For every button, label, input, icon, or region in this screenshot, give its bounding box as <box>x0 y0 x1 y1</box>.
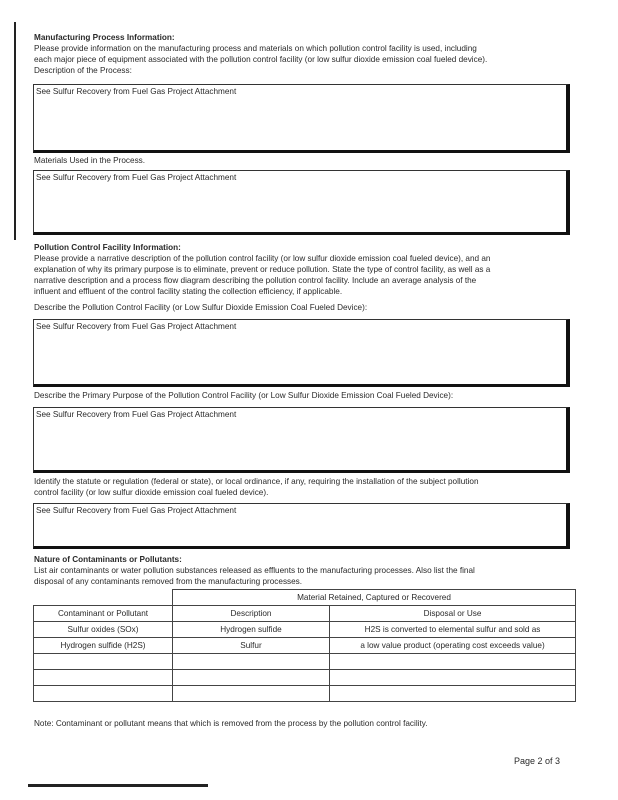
disposal-cell[interactable]: a low value product (operating cost exceeds value) <box>330 638 576 654</box>
description-value: See Sulfur Recovery from Fuel Gas Project Attachment <box>36 87 237 96</box>
describe-facility-value: See Sulfur Recovery from Fuel Gas Project Attachment <box>36 322 237 331</box>
contaminants-heading: Nature of Contaminants or Pollutants: <box>34 555 182 564</box>
table-row <box>34 638 576 654</box>
contaminant-cell[interactable]: Sulfur oxides (SOx) <box>34 622 173 638</box>
materials-field[interactable] <box>33 170 570 235</box>
describe-facility-field[interactable] <box>33 319 570 387</box>
disposal-cell[interactable] <box>330 686 576 702</box>
column-header-disposal: Disposal or Use <box>330 606 576 622</box>
manufacturing-intro-line-1: Please provide information on the manufacturing process and materials on which pollution control facility is used, including <box>34 44 477 53</box>
table-group-header-row <box>34 590 576 606</box>
description-cell[interactable] <box>173 654 330 670</box>
table-group-header: Material Retained, Captured or Recovered <box>173 590 576 606</box>
pollution-intro-line-4: influent and effluent of the control facility stating the collection efficiency, if applicable. <box>34 287 343 296</box>
description-cell[interactable]: Sulfur <box>173 638 330 654</box>
materials-label: Materials Used in the Process. <box>34 156 146 165</box>
statute-value: See Sulfur Recovery from Fuel Gas Project Attachment <box>36 506 237 515</box>
contaminants-intro-line-2: disposal of any contaminants removed from the manufacturing processes. <box>34 577 303 586</box>
table-row <box>34 654 576 670</box>
statute-label-line-1: Identify the statute or regulation (federal or state), or local ordinance, if any, requiring the installation of the subject pollution <box>34 477 479 486</box>
contaminants-intro-line-1: List air contaminants or water pollution substances released as effluents to the manufacturing processes. Also list the final <box>34 566 475 575</box>
disposal-cell[interactable]: H2S is converted to elemental sulfur and sold as <box>330 622 576 638</box>
contaminant-cell[interactable]: Hydrogen sulfide (H2S) <box>34 638 173 654</box>
disposal-cell[interactable] <box>330 670 576 686</box>
primary-purpose-label: Describe the Primary Purpose of the Pollution Control Facility (or Low Sulfur Dioxide Emission Coal Fueled Device): <box>34 391 454 400</box>
description-field[interactable] <box>33 84 570 153</box>
contaminant-cell[interactable] <box>34 670 173 686</box>
statute-field[interactable] <box>33 503 570 549</box>
page-number: Page 2 of 3 <box>514 756 561 766</box>
contaminants-table <box>33 589 576 702</box>
table-row <box>34 686 576 702</box>
column-header-contaminant: Contaminant or Pollutant <box>34 606 173 622</box>
bottom-bar <box>28 784 208 787</box>
description-cell[interactable]: Hydrogen sulfide <box>173 622 330 638</box>
table-row <box>34 622 576 638</box>
margin-bar <box>14 22 16 240</box>
pollution-intro-line-2: explanation of why its primary purpose is to eliminate, prevent or reduce pollution. State the type of control facility, as well as a <box>34 265 491 274</box>
contaminant-cell[interactable] <box>34 654 173 670</box>
pollution-intro-line-3: narrative description and a process flow diagram describing the pollution control facility. Include an average analysis of the <box>34 276 477 285</box>
column-header-description: Description <box>173 606 330 622</box>
description-cell[interactable] <box>173 686 330 702</box>
pollution-control-heading: Pollution Control Facility Information: <box>34 243 181 252</box>
description-label: Description of the Process: <box>34 66 132 75</box>
manufacturing-heading: Manufacturing Process Information: <box>34 33 175 42</box>
describe-facility-label: Describe the Pollution Control Facility (or Low Sulfur Dioxide Emission Coal Fueled Device): <box>34 303 368 312</box>
statute-label-line-2: control facility (or low sulfur dioxide emission coal fueled device). <box>34 488 269 497</box>
table-row <box>34 670 576 686</box>
manufacturing-intro-line-2: each major piece of equipment associated with the pollution control facility (or low sulfur dioxide emission coal fueled device). <box>34 55 488 64</box>
materials-value: See Sulfur Recovery from Fuel Gas Project Attachment <box>36 173 237 182</box>
disposal-cell[interactable] <box>330 654 576 670</box>
contaminant-cell[interactable] <box>34 686 173 702</box>
description-cell[interactable] <box>173 670 330 686</box>
table-header-row <box>34 606 576 622</box>
table-header-blank <box>34 590 173 606</box>
contaminant-note: Note: Contaminant or pollutant means that which is removed from the process by the pollution control facility. <box>34 719 428 728</box>
primary-purpose-field[interactable] <box>33 407 570 473</box>
pollution-intro-line-1: Please provide a narrative description of the pollution control facility (or low sulfur dioxide emission coal fueled device), and an <box>34 254 491 263</box>
primary-purpose-value: See Sulfur Recovery from Fuel Gas Project Attachment <box>36 410 237 419</box>
